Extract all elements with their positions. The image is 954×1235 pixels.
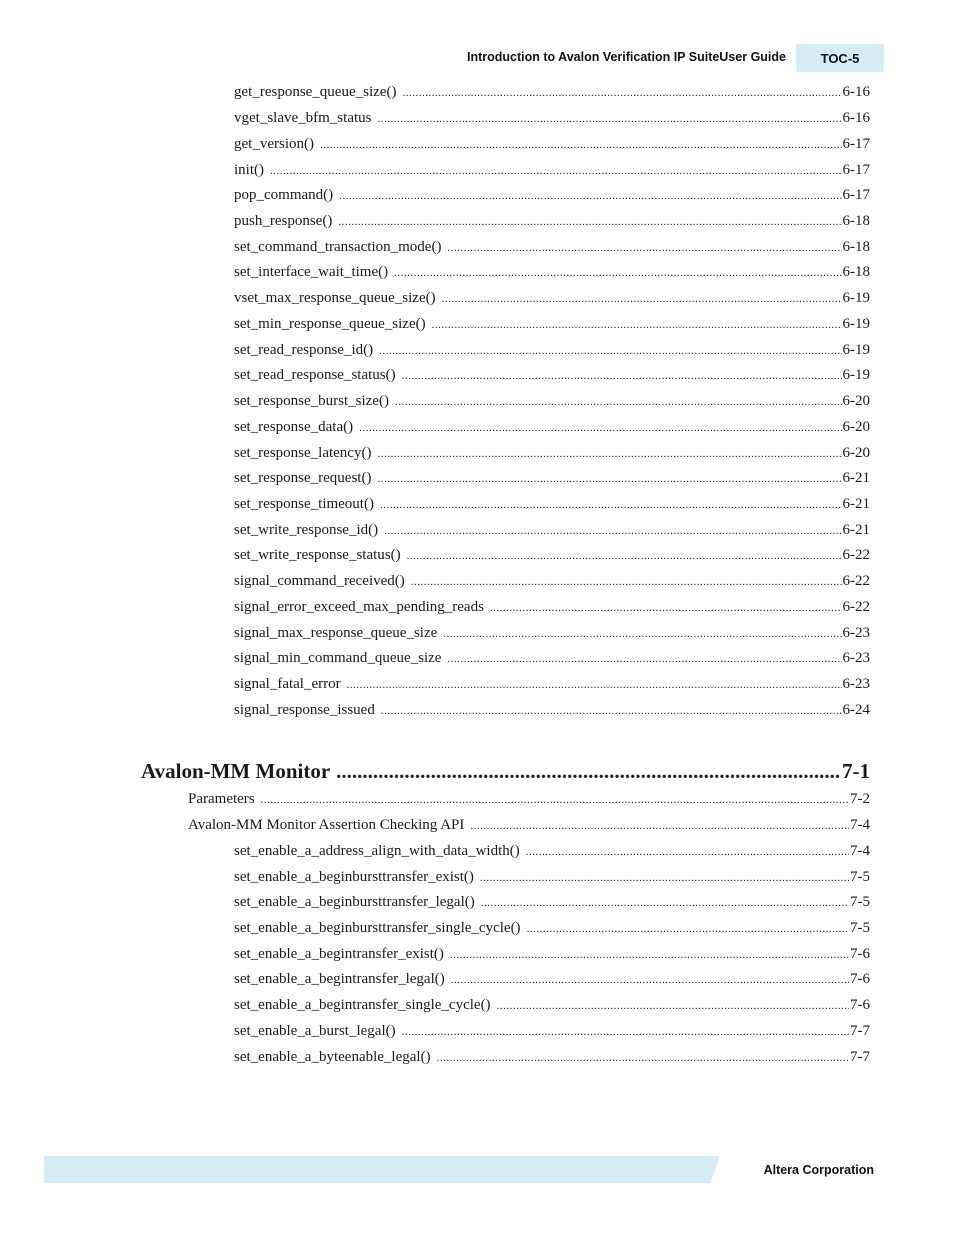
dot-leader	[261, 794, 849, 806]
toc-entry-label: vget_slave_bfm_status	[234, 110, 372, 126]
toc-entry-page: 6-19	[842, 290, 870, 306]
toc-entry[interactable]	[234, 1049, 870, 1071]
toc-entry[interactable]	[234, 239, 870, 261]
toc-entry-page: 6-21	[842, 470, 870, 486]
dot-leader	[359, 422, 841, 434]
toc-entry-label: Avalon-MM Monitor	[141, 759, 331, 783]
dot-leader	[380, 499, 842, 511]
toc-entry-page: 7-5	[850, 920, 870, 936]
toc-entry[interactable]	[234, 650, 870, 672]
toc-entry-page: 7-5	[850, 869, 870, 885]
dot-leader	[402, 87, 841, 99]
dot-leader	[527, 923, 849, 935]
toc-entry-label: set_write_response_status()	[234, 547, 401, 563]
toc-entry[interactable]	[234, 894, 870, 916]
toc-entry-label: set_response_timeout()	[234, 496, 374, 512]
toc-entry-label: set_enable_a_beginbursttransfer_legal()	[234, 894, 475, 910]
dot-leader	[384, 525, 841, 537]
toc-entry-page: 6-17	[842, 136, 870, 152]
toc-entry-label: signal_error_exceed_max_pending_reads	[234, 599, 484, 615]
toc-entry[interactable]	[234, 1023, 870, 1045]
toc-entry[interactable]	[234, 84, 870, 106]
dot-leader	[407, 550, 842, 562]
toc-entry-page: 6-19	[842, 367, 870, 383]
running-header-title: Introduction to Avalon Verification IP SuiteUser Guide	[466, 50, 786, 64]
toc-entry[interactable]	[234, 625, 870, 647]
toc-entry[interactable]	[234, 920, 870, 942]
toc-entry-page: 6-17	[842, 187, 870, 203]
toc-entry[interactable]	[234, 162, 870, 184]
toc-entry[interactable]	[234, 573, 870, 595]
dot-leader	[443, 628, 841, 640]
toc-entry-label: set_enable_a_beginbursttransfer_single_cycle()	[234, 920, 521, 936]
toc-entry-label: set_enable_a_burst_legal()	[234, 1023, 396, 1039]
toc-entry[interactable]	[234, 393, 870, 415]
toc-entry-label: set_read_response_status()	[234, 367, 396, 383]
toc-entry-page: 6-23	[842, 650, 870, 666]
dot-leader	[336, 759, 841, 784]
toc-entry[interactable]	[234, 316, 870, 338]
footer-bar	[44, 1156, 720, 1183]
toc-entry-page: 6-23	[842, 625, 870, 641]
dot-leader	[447, 242, 841, 254]
toc-entry[interactable]	[234, 213, 870, 235]
toc-entry-label: push_response()	[234, 213, 333, 229]
dot-leader	[432, 319, 842, 331]
toc-entry-page: 6-21	[842, 496, 870, 512]
dot-leader	[395, 396, 842, 408]
toc-entry-page: 7-6	[850, 946, 870, 962]
dot-leader	[270, 165, 842, 177]
dot-leader	[377, 113, 841, 125]
dot-leader	[339, 190, 841, 202]
toc-entry-label: set_enable_a_begintransfer_exist()	[234, 946, 444, 962]
toc-entry-page: 7-1	[842, 759, 870, 783]
toc-entry-page: 7-2	[850, 791, 870, 807]
toc-entry-label: signal_response_issued	[234, 702, 375, 718]
toc-entry[interactable]	[234, 367, 870, 389]
toc-entry-page: 6-24	[842, 702, 870, 718]
dot-leader	[481, 897, 849, 909]
dot-leader	[526, 846, 849, 858]
page-number-tab	[796, 44, 884, 72]
toc-entry-label: set_min_response_queue_size()	[234, 316, 426, 332]
toc-entry-label: set_response_latency()	[234, 445, 372, 461]
toc-entry-page: 6-17	[842, 162, 870, 178]
dot-leader	[338, 216, 841, 228]
toc-entry-page: 6-21	[842, 522, 870, 538]
toc-entry-page: 7-5	[850, 894, 870, 910]
dot-leader	[347, 679, 842, 691]
toc-entry-page: 7-7	[850, 1023, 870, 1039]
dot-leader	[442, 293, 842, 305]
toc-entry[interactable]	[234, 136, 870, 158]
toc-entry[interactable]	[234, 445, 870, 467]
toc-entry-label: signal_command_received()	[234, 573, 405, 589]
toc-entry[interactable]	[234, 971, 870, 993]
toc-entry-label: get_response_queue_size()	[234, 84, 397, 100]
toc-entry-page: 6-19	[842, 316, 870, 332]
toc-entry-page: 6-23	[842, 676, 870, 692]
toc-entry-page: 6-19	[842, 342, 870, 358]
dot-leader	[377, 473, 841, 485]
toc-entry[interactable]	[234, 702, 870, 724]
toc-entry[interactable]	[234, 264, 870, 286]
toc-entry-label: set_enable_a_begintransfer_legal()	[234, 971, 445, 987]
dot-leader	[450, 949, 849, 961]
dot-leader	[381, 705, 842, 717]
footer-company: Altera Corporation	[763, 1163, 874, 1177]
toc-entry[interactable]	[234, 290, 870, 312]
toc-entry-page: 7-6	[850, 971, 870, 987]
toc-entry[interactable]	[234, 419, 870, 441]
dot-leader	[497, 1000, 849, 1012]
toc-entry[interactable]	[234, 599, 870, 621]
toc-entry-label: pop_command()	[234, 187, 334, 203]
toc-entry-label: set_enable_a_byteenable_legal()	[234, 1049, 431, 1065]
toc-entry[interactable]	[188, 791, 870, 813]
toc-entry-page: 6-22	[842, 599, 870, 615]
toc-entry[interactable]	[234, 496, 870, 518]
toc-entry[interactable]	[234, 676, 870, 698]
toc-entry[interactable]	[188, 817, 870, 839]
toc-entry-page: 6-20	[842, 393, 870, 409]
toc-chapter-entry[interactable]	[141, 759, 870, 787]
dot-leader	[447, 653, 841, 665]
toc-entry-label: set_enable_a_begintransfer_single_cycle()	[234, 997, 491, 1013]
dot-leader	[377, 448, 841, 460]
toc-entry-label: get_version()	[234, 136, 314, 152]
toc-entry[interactable]	[234, 997, 870, 1019]
dot-leader	[320, 139, 842, 151]
toc-entry[interactable]	[234, 342, 870, 364]
toc-entry-label: vset_max_response_queue_size()	[234, 290, 436, 306]
toc-entry-label: signal_max_response_queue_size	[234, 625, 438, 641]
toc-entry-label: set_enable_a_beginbursttransfer_exist()	[234, 869, 474, 885]
dot-leader	[470, 820, 849, 832]
toc-entry[interactable]	[234, 110, 870, 132]
toc-entry-page: 6-20	[842, 445, 870, 461]
toc-entry-page: 6-16	[842, 110, 870, 126]
toc-entry-page: 6-18	[842, 239, 870, 255]
toc-entry-page: 7-7	[850, 1049, 870, 1065]
toc-entry-label: signal_fatal_error	[234, 676, 341, 692]
page-number: TOC-5	[820, 50, 860, 66]
toc-entry-page: 7-4	[850, 843, 870, 859]
toc-entry-page: 6-22	[842, 573, 870, 589]
dot-leader	[394, 267, 841, 279]
toc-entry-page: 7-6	[850, 997, 870, 1013]
toc-entry[interactable]	[234, 869, 870, 891]
toc-entry-label: set_response_burst_size()	[234, 393, 389, 409]
toc-entry-label: Parameters	[188, 791, 255, 807]
toc-entry-page: 6-18	[842, 264, 870, 280]
toc-entry-label: set_read_response_id()	[234, 342, 374, 358]
toc-entry-label: set_response_request()	[234, 470, 372, 486]
toc-entry-label: set_command_transaction_mode()	[234, 239, 442, 255]
toc-entry-label: set_interface_wait_time()	[234, 264, 389, 280]
toc-entry-label: Avalon-MM Monitor Assertion Checking API	[188, 817, 465, 833]
toc-entry-page: 7-4	[850, 817, 870, 833]
toc-entry-label: init()	[234, 162, 264, 178]
toc-entry-label: set_write_response_id()	[234, 522, 379, 538]
dot-leader	[490, 602, 842, 614]
dot-leader	[379, 345, 841, 357]
toc-entry-label: set_response_data()	[234, 419, 354, 435]
toc-entry-page: 6-20	[842, 419, 870, 435]
dot-leader	[402, 1026, 849, 1038]
toc-entry[interactable]	[234, 470, 870, 492]
toc-entry-label: set_enable_a_address_align_with_data_width()	[234, 843, 520, 859]
toc-entry[interactable]	[234, 946, 870, 968]
dot-leader	[437, 1052, 849, 1064]
toc-entry[interactable]	[234, 547, 870, 569]
toc-entry[interactable]	[234, 187, 870, 209]
toc-entry-page: 6-22	[842, 547, 870, 563]
dot-leader	[480, 872, 849, 884]
dot-leader	[411, 576, 842, 588]
toc-entry-page: 6-16	[842, 84, 870, 100]
toc-entry[interactable]	[234, 843, 870, 865]
toc-entry-page: 6-18	[842, 213, 870, 229]
dot-leader	[402, 370, 842, 382]
toc-entry-label: signal_min_command_queue_size	[234, 650, 442, 666]
dot-leader	[451, 974, 849, 986]
toc-entry[interactable]	[234, 522, 870, 544]
